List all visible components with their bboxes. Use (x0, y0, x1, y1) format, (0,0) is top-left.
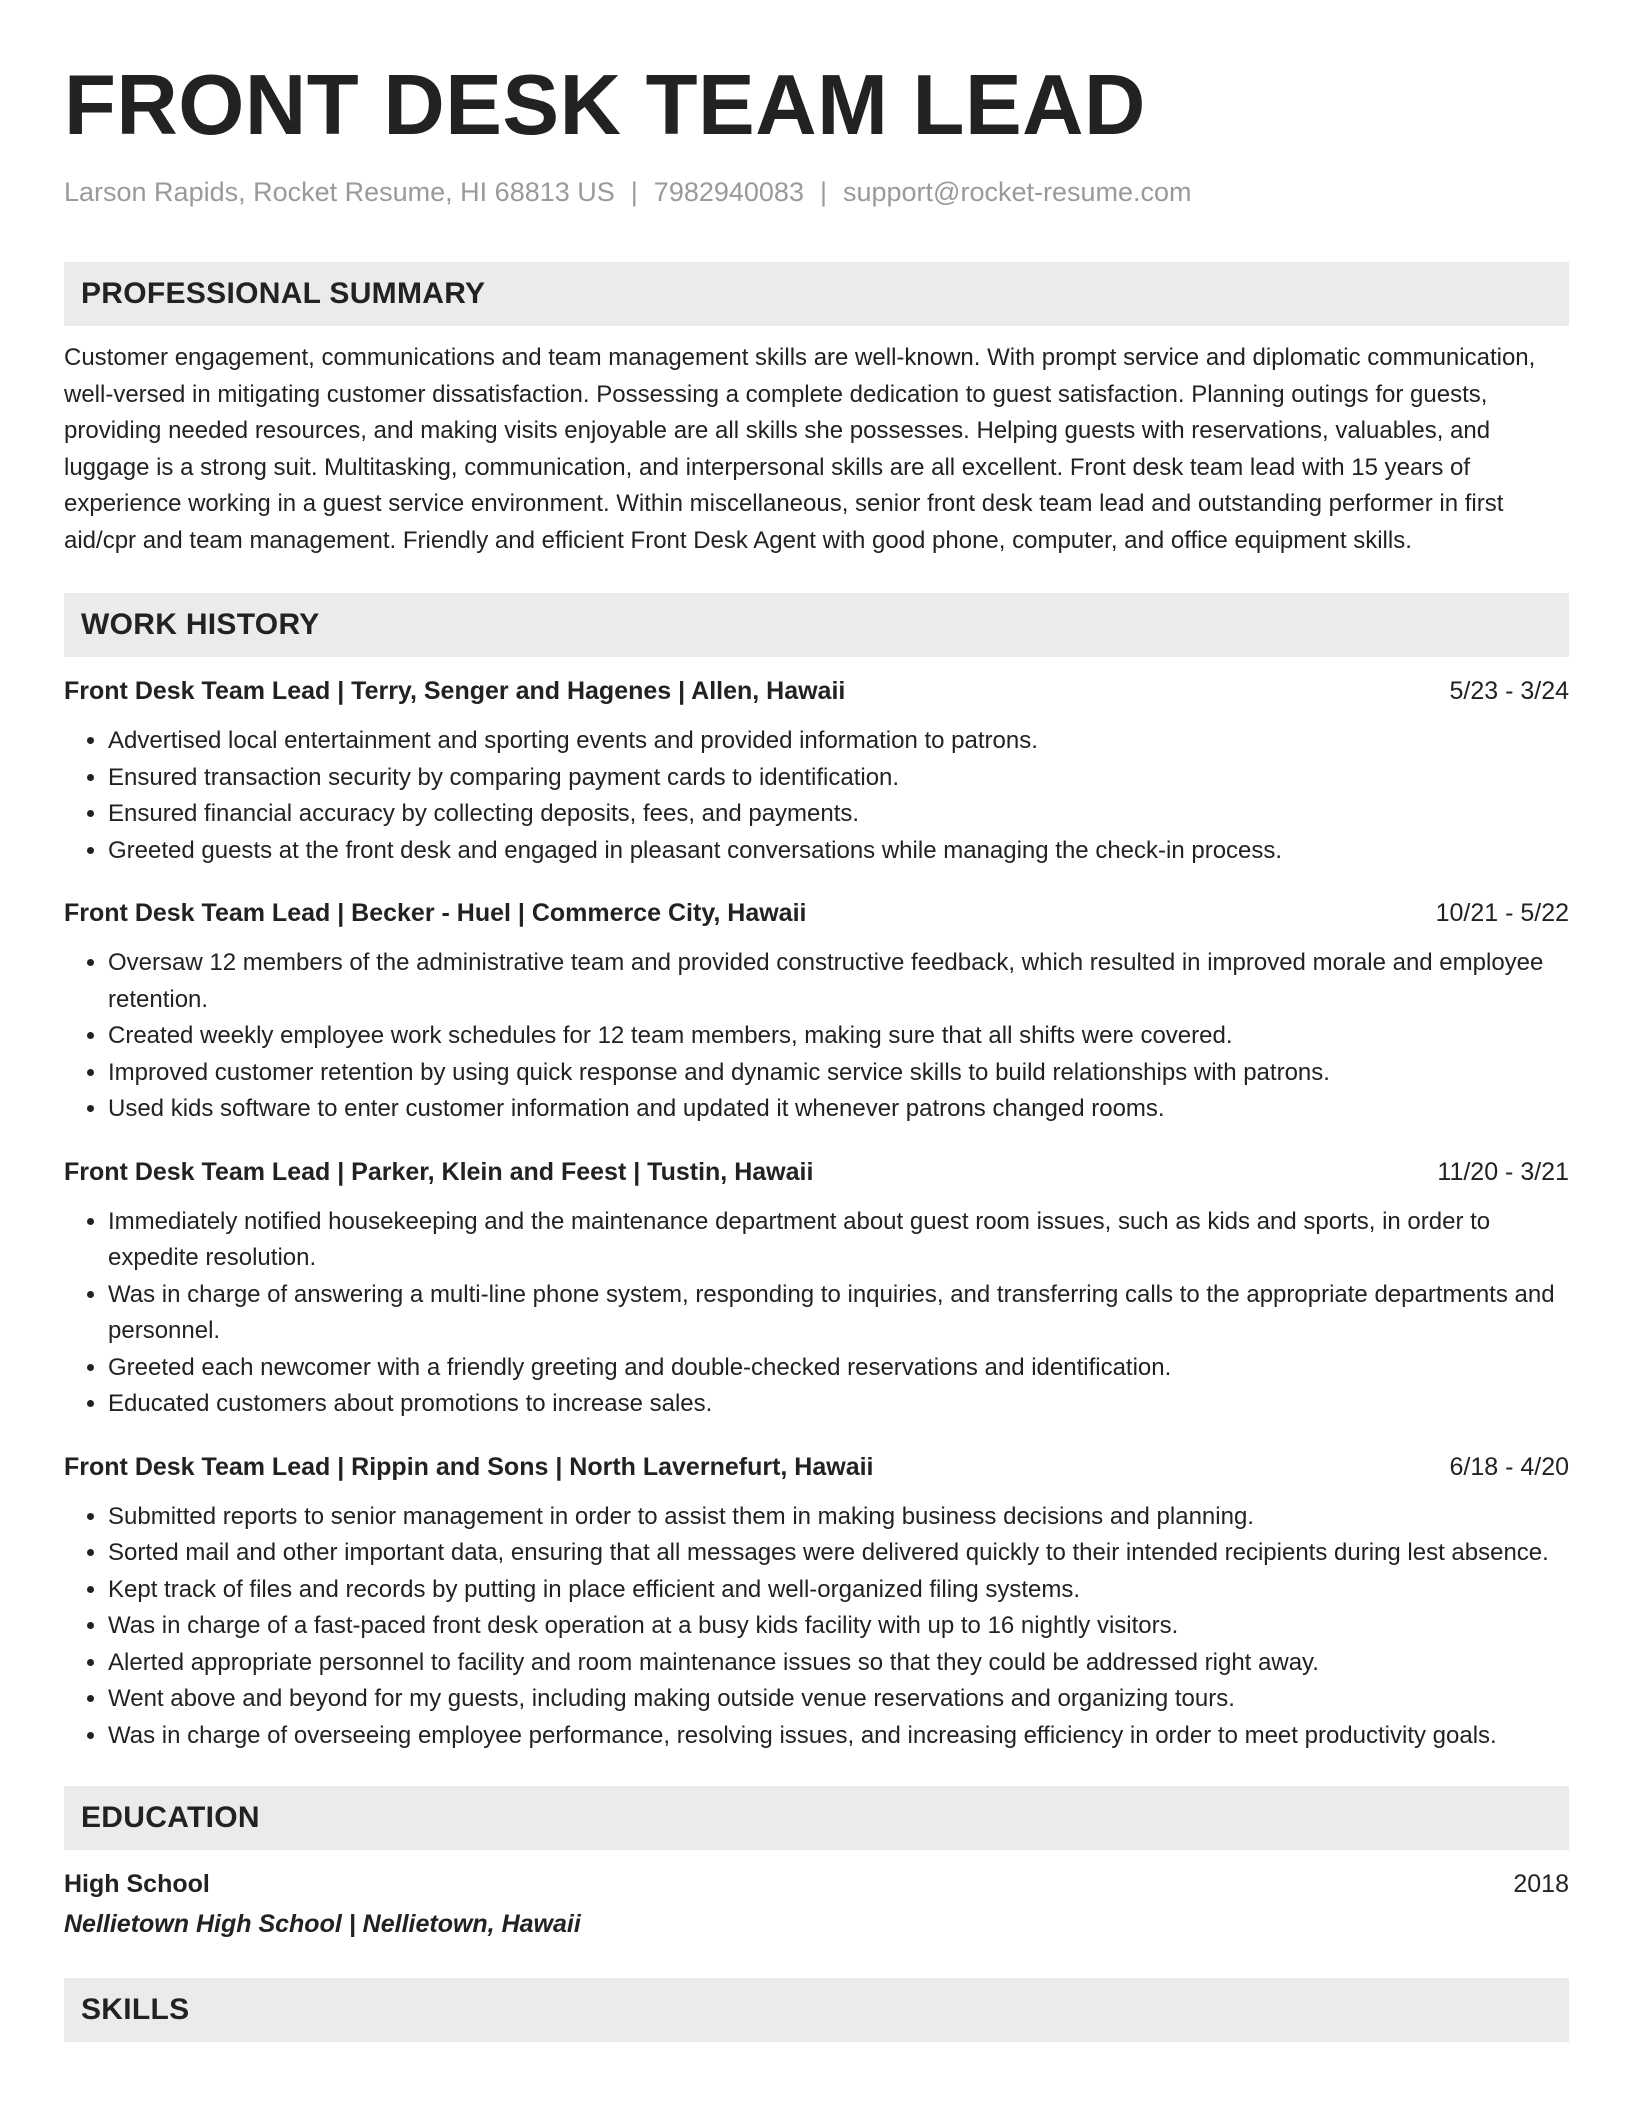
job-bullets (64, 945, 1569, 1128)
job-dates: 11/20 - 3/21 (1437, 1157, 1569, 1186)
job-bullet: • Greeted each newcomer with a friendly greeting and double-checked reservations and identification. (108, 1350, 1569, 1387)
job-bullets (64, 1499, 1569, 1755)
job-dates: 5/23 - 3/24 (1449, 677, 1569, 705)
contact-phone: 7982940083 (653, 177, 804, 207)
job-title: Front Desk Team Lead | Becker - Huel | Commerce City, Hawaii (64, 899, 807, 927)
section-heading-summary: PROFESSIONAL SUMMARY (64, 262, 1569, 326)
education-header (64, 1866, 1569, 1902)
job-bullet: • Oversaw 12 members of the administrative team and provided constructive feedback, which resulted in improved morale and employee retention. (108, 945, 1569, 1018)
job-bullet: • Was in charge of answering a multi-line phone system, responding to inquiries, and transferring calls to the appropriate departments and personnel. (108, 1277, 1569, 1350)
section-heading-skills: SKILLS (64, 1978, 1569, 2042)
contact-address: Larson Rapids, Rocket Resume, HI 68813 US (64, 177, 615, 207)
job-header (64, 673, 1569, 709)
job-bullet: • Submitted reports to senior management in order to assist them in making business decisions and planning. (108, 1499, 1569, 1536)
job-bullet: • Ensured transaction security by comparing payment cards to identification. (108, 760, 1569, 797)
education-school: Nellietown High School | Nellietown, Hawaii (64, 1910, 581, 1938)
education-degree: High School (64, 1870, 210, 1898)
job-entry (64, 895, 1569, 1128)
contact-line (64, 174, 1569, 210)
job-bullets (64, 723, 1569, 869)
job-dates: 10/21 - 5/22 (1435, 899, 1569, 927)
job-dates: 6/18 - 4/20 (1449, 1452, 1569, 1481)
job-header (64, 1449, 1569, 1485)
job-bullet: • Created weekly employee work schedules for 12 team members, making sure that all shifts were covered. (108, 1018, 1569, 1055)
contact-separator: | (819, 177, 827, 207)
job-bullet: • Went above and beyond for my guests, including making outside venue reservations and organizing tours. (108, 1681, 1569, 1718)
job-bullet: • Kept track of files and records by putting in place efficient and well-organized filing systems. (108, 1572, 1569, 1609)
job-bullet: • Advertised local entertainment and sporting events and provided information to patrons. (108, 723, 1569, 760)
contact-email: support@rocket-resume.com (842, 177, 1192, 207)
job-header (64, 895, 1569, 931)
contact-separator: | (630, 177, 638, 207)
education-year: 2018 (1513, 1870, 1569, 1898)
job-bullet: • Immediately notified housekeeping and the maintenance department about guest room issues, such as kids and sports, in order to expedite resolution. (108, 1204, 1569, 1277)
job-bullet: • Educated customers about promotions to increase sales. (108, 1386, 1569, 1423)
job-bullet: • Ensured financial accuracy by collecting deposits, fees, and payments. (108, 796, 1569, 833)
resume-name: FRONT DESK TEAM LEAD (64, 58, 1146, 153)
job-title: Front Desk Team Lead | Parker, Klein and Feest | Tustin, Hawaii (64, 1157, 814, 1186)
job-bullet: • Alerted appropriate personnel to facility and room maintenance issues so that they could be addressed right away. (108, 1645, 1569, 1682)
job-bullets (64, 1204, 1569, 1423)
job-header (64, 1154, 1569, 1190)
job-entry (64, 673, 1569, 869)
job-title: Front Desk Team Lead | Terry, Senger and Hagenes | Allen, Hawaii (64, 677, 846, 705)
job-title: Front Desk Team Lead | Rippin and Sons | North Lavernefurt, Hawaii (64, 1452, 874, 1481)
job-bullet: • Was in charge of overseeing employee performance, resolving issues, and increasing efficiency in order to meet productivity goals. (108, 1718, 1569, 1755)
section-heading-work-history: WORK HISTORY (64, 593, 1569, 657)
job-bullet: • Improved customer retention by using quick response and dynamic service skills to build relationships with patrons. (108, 1055, 1569, 1092)
job-bullet: • Was in charge of a fast-paced front desk operation at a busy kids facility with up to 16 nightly visitors. (108, 1608, 1569, 1645)
job-entry (64, 1449, 1569, 1755)
section-heading-education: EDUCATION (64, 1786, 1569, 1850)
job-bullet: • Used kids software to enter customer information and updated it whenever patrons changed rooms. (108, 1091, 1569, 1128)
summary-text: Customer engagement, communications and team management skills are well-known. With prompt service and diplomatic communication, well-versed in mitigating customer dissatisfaction. Possessing a complete dedication to guest satisfaction. Planning outings for guests, providing needed resources, and making visits enjoyable are all skills she possesses. Helping guests with reservations, valuables, and luggage is a strong suit. Multitasking, communication, and interpersonal skills are all excellent. Front desk team lead with 15 years of experience working in a guest service environment. Within miscellaneous, senior front desk team lead and outstanding performer in first aid/cpr and team management. Friendly and efficient Front Desk Agent with good phone, computer, and office equipment skills. (64, 344, 1536, 554)
job-bullet: • Sorted mail and other important data, ensuring that all messages were delivered quickly to their intended recipients during lest absence. (108, 1535, 1569, 1572)
job-bullet: • Greeted guests at the front desk and engaged in pleasant conversations while managing the check-in process. (108, 833, 1569, 870)
job-entry (64, 1154, 1569, 1423)
